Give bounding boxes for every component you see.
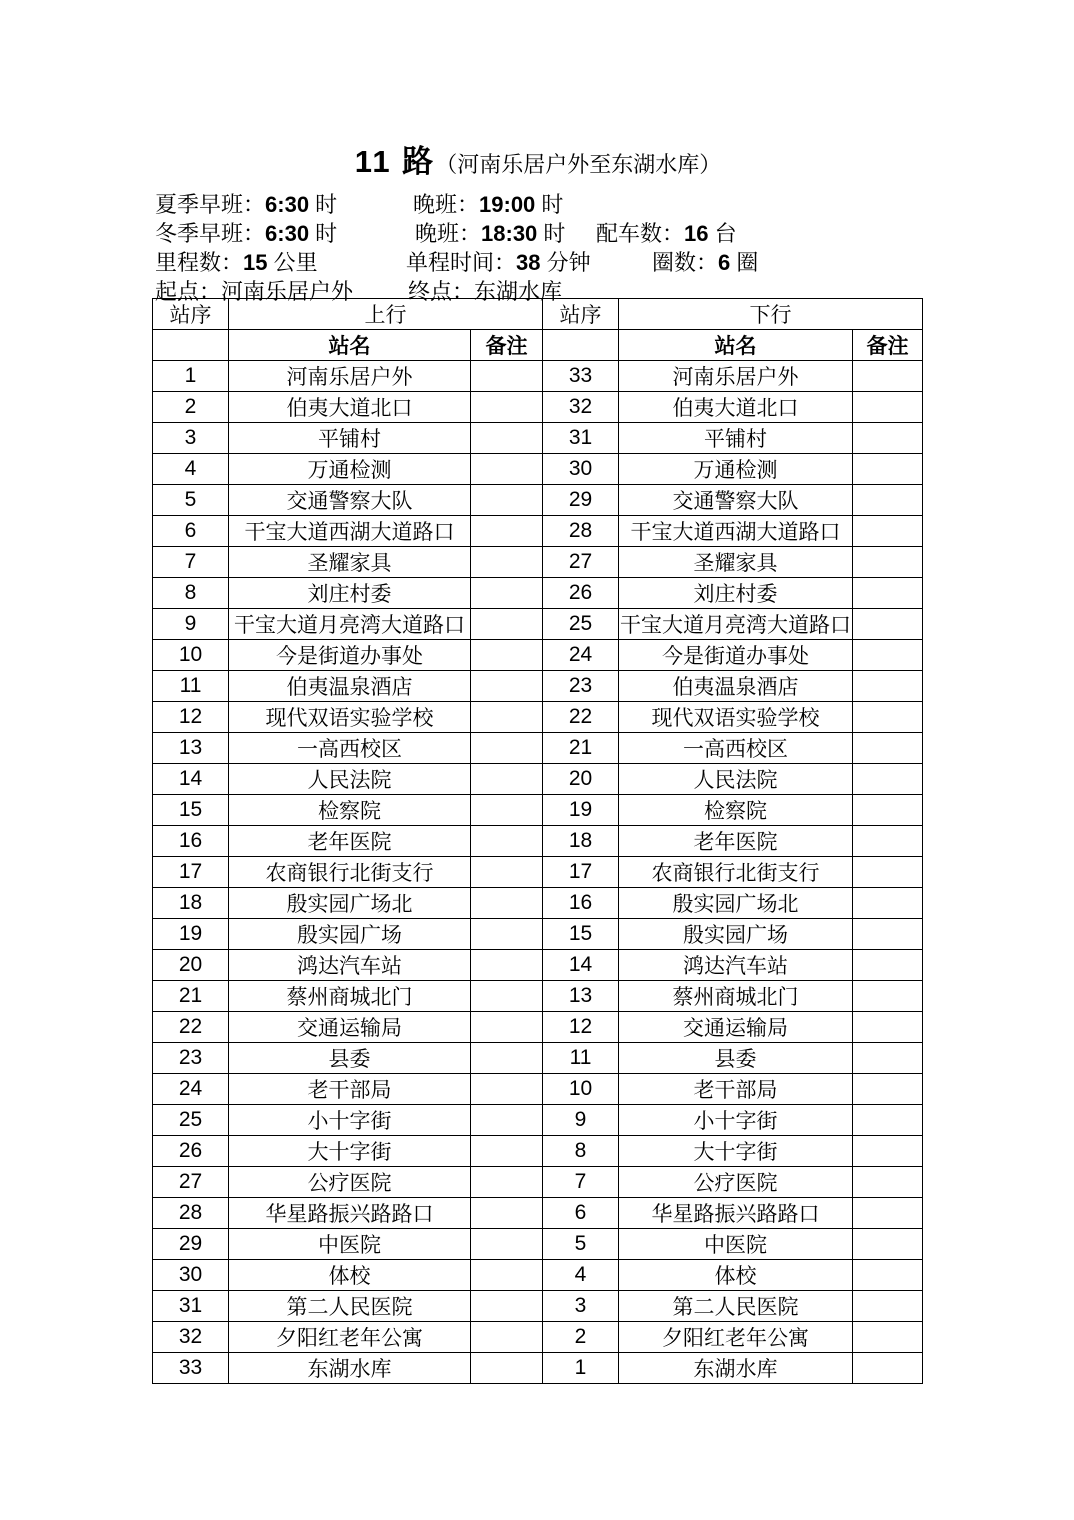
- up-note-cell: [471, 1353, 543, 1384]
- down-note-cell: [853, 702, 923, 733]
- up-seq-cell: 29: [153, 1229, 229, 1260]
- loop-count: 圈数：6 圈: [652, 250, 759, 275]
- up-seq-cell: 4: [153, 454, 229, 485]
- station-row: [153, 1291, 923, 1322]
- up-station-cell: 殷实园广场: [229, 919, 471, 950]
- station-row: [153, 547, 923, 578]
- down-station-cell: 刘庄村委: [619, 578, 853, 609]
- up-seq-cell: 19: [153, 919, 229, 950]
- station-row: [153, 1198, 923, 1229]
- down-note-cell: [853, 1291, 923, 1322]
- up-note-cell: [471, 1105, 543, 1136]
- up-note-cell: [471, 919, 543, 950]
- up-note-cell: [471, 640, 543, 671]
- down-station-cell: 交通警察大队: [619, 485, 853, 516]
- down-note-cell: [853, 826, 923, 857]
- up-station-cell: 交通运输局: [229, 1012, 471, 1043]
- station-row: [153, 826, 923, 857]
- up-station-cell: 蔡州商城北门: [229, 981, 471, 1012]
- down-station-cell: 殷实园广场北: [619, 888, 853, 919]
- up-note-cell: [471, 485, 543, 516]
- up-note-cell: [471, 826, 543, 857]
- station-row: [153, 702, 923, 733]
- station-row: [153, 950, 923, 981]
- down-station-cell: 伯夷大道北口: [619, 392, 853, 423]
- down-station-cell: 小十字街: [619, 1105, 853, 1136]
- station-row: [153, 640, 923, 671]
- down-seq-cell: 26: [543, 578, 619, 609]
- down-seq-cell: 17: [543, 857, 619, 888]
- route-endpoints: （河南乐居户外至东湖水库）: [435, 152, 722, 177]
- down-station-cell: 东湖水库: [619, 1353, 853, 1384]
- station-row: [153, 981, 923, 1012]
- down-seq-cell: 21: [543, 733, 619, 764]
- down-seq-cell: 8: [543, 1136, 619, 1167]
- down-note-cell: [853, 1012, 923, 1043]
- down-seq-cell: 25: [543, 609, 619, 640]
- down-seq-cell: 11: [543, 1043, 619, 1074]
- up-note-cell: [471, 764, 543, 795]
- up-station-cell: 今是街道办事处: [229, 640, 471, 671]
- up-station-cell: 大十字街: [229, 1136, 471, 1167]
- up-station-cell: 鸿达汽车站: [229, 950, 471, 981]
- up-note-cell: [471, 1322, 543, 1353]
- down-seq-cell: 20: [543, 764, 619, 795]
- summer-last-bus: 晚班：19:00 时: [413, 192, 564, 217]
- up-seq-cell: 32: [153, 1322, 229, 1353]
- station-row: [153, 578, 923, 609]
- station-row: [153, 1229, 923, 1260]
- up-seq-cell: 11: [153, 671, 229, 702]
- down-note-cell: [853, 1229, 923, 1260]
- station-row: [153, 516, 923, 547]
- up-seq-cell: 5: [153, 485, 229, 516]
- down-seq-cell: 30: [543, 454, 619, 485]
- up-note-cell: [471, 950, 543, 981]
- down-note-cell: [853, 671, 923, 702]
- down-note-cell: [853, 795, 923, 826]
- up-station-cell: 人民法院: [229, 764, 471, 795]
- down-note-cell: [853, 1074, 923, 1105]
- station-row: [153, 485, 923, 516]
- down-station-cell: 老干部局: [619, 1074, 853, 1105]
- down-station-cell: 第二人民医院: [619, 1291, 853, 1322]
- down-seq-cell: 23: [543, 671, 619, 702]
- page-title: [153, 136, 923, 181]
- up-note-cell: [471, 857, 543, 888]
- terminus-station: 终点：东湖水库: [408, 279, 563, 304]
- table-header-column-row: [153, 330, 923, 361]
- down-station-cell: 华星路振兴路路口: [619, 1198, 853, 1229]
- up-note-cell: [471, 795, 543, 826]
- up-direction-header: 上行: [229, 299, 543, 330]
- up-seq-cell: 18: [153, 888, 229, 919]
- station-row: [153, 733, 923, 764]
- down-note-cell: [853, 919, 923, 950]
- down-station-cell: 河南乐居户外: [619, 361, 853, 392]
- up-station-cell: 伯夷大道北口: [229, 392, 471, 423]
- down-station-cell: 人民法院: [619, 764, 853, 795]
- up-seq-cell: 3: [153, 423, 229, 454]
- up-station-cell: 殷实园广场北: [229, 888, 471, 919]
- down-station-cell: 万通检测: [619, 454, 853, 485]
- summer-first-bus: 夏季早班：6:30 时: [155, 192, 338, 217]
- down-seq-cell: 2: [543, 1322, 619, 1353]
- up-note-cell: [471, 1229, 543, 1260]
- station-row: [153, 423, 923, 454]
- down-note-cell: [853, 857, 923, 888]
- down-station-cell: 今是街道办事处: [619, 640, 853, 671]
- up-seq-cell: 25: [153, 1105, 229, 1136]
- up-note-header: 备注: [471, 330, 543, 361]
- up-seq-cell: 16: [153, 826, 229, 857]
- down-seq-cell: 14: [543, 950, 619, 981]
- up-seq-cell: 2: [153, 392, 229, 423]
- down-note-cell: [853, 733, 923, 764]
- up-station-cell: 老年医院: [229, 826, 471, 857]
- down-note-cell: [853, 1043, 923, 1074]
- down-note-cell: [853, 1136, 923, 1167]
- up-note-cell: [471, 1198, 543, 1229]
- down-direction-header: 下行: [619, 299, 923, 330]
- down-note-cell: [853, 392, 923, 423]
- down-seq-cell: 9: [543, 1105, 619, 1136]
- up-note-cell: [471, 1074, 543, 1105]
- up-note-cell: [471, 702, 543, 733]
- down-note-cell: [853, 764, 923, 795]
- down-station-cell: 老年医院: [619, 826, 853, 857]
- up-station-cell: 农商银行北街支行: [229, 857, 471, 888]
- up-seq-cell: 6: [153, 516, 229, 547]
- down-note-cell: [853, 1322, 923, 1353]
- route-number: 11 路: [354, 144, 436, 179]
- down-seq-cell: 3: [543, 1291, 619, 1322]
- trip-duration: 单程时间：38 分钟: [406, 250, 591, 275]
- up-station-cell: 小十字街: [229, 1105, 471, 1136]
- up-station-cell: 交通警察大队: [229, 485, 471, 516]
- down-note-cell: [853, 1353, 923, 1384]
- up-station-cell: 华星路振兴路路口: [229, 1198, 471, 1229]
- down-note-cell: [853, 454, 923, 485]
- down-seq-subheader: [543, 330, 619, 361]
- down-seq-cell: 4: [543, 1260, 619, 1291]
- station-row: [153, 671, 923, 702]
- down-station-cell: 平铺村: [619, 423, 853, 454]
- down-seq-cell: 13: [543, 981, 619, 1012]
- up-station-cell: 河南乐居户外: [229, 361, 471, 392]
- up-seq-cell: 21: [153, 981, 229, 1012]
- down-note-cell: [853, 1260, 923, 1291]
- up-station-cell: 检察院: [229, 795, 471, 826]
- down-note-header: 备注: [853, 330, 923, 361]
- down-note-cell: [853, 981, 923, 1012]
- up-seq-cell: 23: [153, 1043, 229, 1074]
- up-station-cell: 一高西校区: [229, 733, 471, 764]
- station-row: [153, 1012, 923, 1043]
- up-note-cell: [471, 361, 543, 392]
- up-station-cell: 夕阳红老年公寓: [229, 1322, 471, 1353]
- up-note-cell: [471, 671, 543, 702]
- station-row: [153, 764, 923, 795]
- station-row: [153, 1136, 923, 1167]
- down-station-cell: 现代双语实验学校: [619, 702, 853, 733]
- down-seq-cell: 5: [543, 1229, 619, 1260]
- up-station-cell: 圣耀家具: [229, 547, 471, 578]
- down-station-cell: 干宝大道月亮湾大道路口: [619, 609, 853, 640]
- down-station-cell: 鸿达汽车站: [619, 950, 853, 981]
- down-station-cell: 体校: [619, 1260, 853, 1291]
- up-note-cell: [471, 516, 543, 547]
- up-seq-cell: 30: [153, 1260, 229, 1291]
- down-seq-header: 站序: [543, 299, 619, 330]
- down-seq-cell: 16: [543, 888, 619, 919]
- station-row: [153, 1322, 923, 1353]
- up-seq-cell: 26: [153, 1136, 229, 1167]
- down-station-cell: 蔡州商城北门: [619, 981, 853, 1012]
- down-note-cell: [853, 1198, 923, 1229]
- station-row: [153, 919, 923, 950]
- down-note-cell: [853, 361, 923, 392]
- up-station-cell: 老干部局: [229, 1074, 471, 1105]
- station-row: [153, 1074, 923, 1105]
- up-note-cell: [471, 1012, 543, 1043]
- station-row: [153, 609, 923, 640]
- down-station-cell: 检察院: [619, 795, 853, 826]
- down-note-cell: [853, 640, 923, 671]
- down-note-cell: [853, 609, 923, 640]
- down-seq-cell: 1: [543, 1353, 619, 1384]
- down-seq-cell: 27: [543, 547, 619, 578]
- down-seq-cell: 32: [543, 392, 619, 423]
- down-seq-cell: 15: [543, 919, 619, 950]
- up-seq-cell: 33: [153, 1353, 229, 1384]
- up-seq-cell: 31: [153, 1291, 229, 1322]
- down-seq-cell: 7: [543, 1167, 619, 1198]
- down-seq-cell: 24: [543, 640, 619, 671]
- up-seq-cell: 9: [153, 609, 229, 640]
- down-station-cell: 农商银行北街支行: [619, 857, 853, 888]
- up-seq-cell: 7: [153, 547, 229, 578]
- up-note-cell: [471, 981, 543, 1012]
- down-station-cell: 大十字街: [619, 1136, 853, 1167]
- station-row: [153, 1043, 923, 1074]
- down-seq-cell: 6: [543, 1198, 619, 1229]
- up-note-cell: [471, 888, 543, 919]
- up-note-cell: [471, 733, 543, 764]
- station-row: [153, 1260, 923, 1291]
- up-seq-cell: 1: [153, 361, 229, 392]
- down-station-cell: 中医院: [619, 1229, 853, 1260]
- winter-last-bus: 晚班：18:30 时: [415, 221, 566, 246]
- down-seq-cell: 12: [543, 1012, 619, 1043]
- up-station-cell: 东湖水库: [229, 1353, 471, 1384]
- route-table: [152, 298, 923, 1384]
- station-row: [153, 795, 923, 826]
- down-note-cell: [853, 485, 923, 516]
- station-row: [153, 1167, 923, 1198]
- down-note-cell: [853, 423, 923, 454]
- up-station-header: 站名: [229, 330, 471, 361]
- station-row: [153, 361, 923, 392]
- up-note-cell: [471, 1136, 543, 1167]
- down-station-cell: 一高西校区: [619, 733, 853, 764]
- up-seq-cell: 24: [153, 1074, 229, 1105]
- up-station-cell: 伯夷温泉酒店: [229, 671, 471, 702]
- info-line-mileage: [0, 246, 1074, 274]
- down-station-cell: 县委: [619, 1043, 853, 1074]
- up-seq-cell: 13: [153, 733, 229, 764]
- down-station-header: 站名: [619, 330, 853, 361]
- up-seq-cell: 8: [153, 578, 229, 609]
- up-station-cell: 第二人民医院: [229, 1291, 471, 1322]
- stations-tbody: [153, 361, 923, 1384]
- down-station-cell: 伯夷温泉酒店: [619, 671, 853, 702]
- up-seq-cell: 10: [153, 640, 229, 671]
- down-seq-cell: 18: [543, 826, 619, 857]
- up-note-cell: [471, 1291, 543, 1322]
- station-row: [153, 1353, 923, 1384]
- down-note-cell: [853, 516, 923, 547]
- station-row: [153, 888, 923, 919]
- up-note-cell: [471, 609, 543, 640]
- winter-first-bus: 冬季早班：6:30 时: [155, 221, 338, 246]
- up-note-cell: [471, 1260, 543, 1291]
- up-seq-cell: 20: [153, 950, 229, 981]
- info-line-summer: [0, 188, 1074, 216]
- station-row: [153, 454, 923, 485]
- up-seq-subheader: [153, 330, 229, 361]
- up-note-cell: [471, 547, 543, 578]
- up-station-cell: 中医院: [229, 1229, 471, 1260]
- down-station-cell: 圣耀家具: [619, 547, 853, 578]
- up-note-cell: [471, 454, 543, 485]
- up-station-cell: 万通检测: [229, 454, 471, 485]
- up-note-cell: [471, 423, 543, 454]
- mileage: 里程数：15 公里: [155, 250, 318, 275]
- up-seq-cell: 14: [153, 764, 229, 795]
- down-seq-cell: 33: [543, 361, 619, 392]
- up-station-cell: 干宝大道月亮湾大道路口: [229, 609, 471, 640]
- origin-station: 起点：河南乐居户外: [155, 279, 354, 304]
- up-seq-cell: 17: [153, 857, 229, 888]
- info-line-winter: [0, 217, 1074, 245]
- up-station-cell: 干宝大道西湖大道路口: [229, 516, 471, 547]
- up-station-cell: 平铺村: [229, 423, 471, 454]
- up-note-cell: [471, 392, 543, 423]
- down-note-cell: [853, 578, 923, 609]
- up-note-cell: [471, 1167, 543, 1198]
- up-seq-cell: 27: [153, 1167, 229, 1198]
- down-note-cell: [853, 547, 923, 578]
- down-note-cell: [853, 1105, 923, 1136]
- up-station-cell: 体校: [229, 1260, 471, 1291]
- down-seq-cell: 29: [543, 485, 619, 516]
- station-row: [153, 857, 923, 888]
- down-note-cell: [853, 950, 923, 981]
- fleet-count: 配车数：16 台: [596, 221, 737, 246]
- up-station-cell: 刘庄村委: [229, 578, 471, 609]
- down-station-cell: 夕阳红老年公寓: [619, 1322, 853, 1353]
- down-note-cell: [853, 888, 923, 919]
- station-row: [153, 1105, 923, 1136]
- up-station-cell: 现代双语实验学校: [229, 702, 471, 733]
- up-seq-cell: 12: [153, 702, 229, 733]
- down-note-cell: [853, 1167, 923, 1198]
- up-note-cell: [471, 578, 543, 609]
- up-seq-cell: 15: [153, 795, 229, 826]
- up-seq-cell: 28: [153, 1198, 229, 1229]
- up-station-cell: 县委: [229, 1043, 471, 1074]
- down-seq-cell: 28: [543, 516, 619, 547]
- down-seq-cell: 19: [543, 795, 619, 826]
- up-note-cell: [471, 1043, 543, 1074]
- station-row: [153, 392, 923, 423]
- down-seq-cell: 10: [543, 1074, 619, 1105]
- up-seq-header: 站序: [153, 299, 229, 330]
- down-seq-cell: 22: [543, 702, 619, 733]
- down-station-cell: 干宝大道西湖大道路口: [619, 516, 853, 547]
- table-header-direction-row: [153, 299, 923, 330]
- up-seq-cell: 22: [153, 1012, 229, 1043]
- up-station-cell: 公疗医院: [229, 1167, 471, 1198]
- down-station-cell: 公疗医院: [619, 1167, 853, 1198]
- down-seq-cell: 31: [543, 423, 619, 454]
- down-station-cell: 交通运输局: [619, 1012, 853, 1043]
- down-station-cell: 殷实园广场: [619, 919, 853, 950]
